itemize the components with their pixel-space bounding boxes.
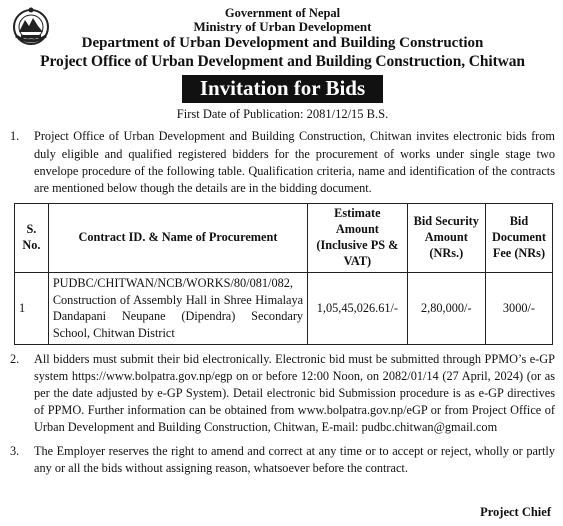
paragraph-3 [10, 443, 555, 477]
cell-estimate: 1,05,45,026.61/- [308, 273, 408, 344]
cell-contract: PUDBC/CHITWAN/NCB/WORKS/80/081/082, Construction of Assembly Hall in Shree Himalaya Dandapani Neupane (Dipendra) Secondary School, Chitwan District [48, 273, 307, 344]
header-security: Bid Security Amount (NRs.) [407, 204, 485, 273]
government-heading: Government of Nepal [224, 6, 341, 20]
paragraph-2 [10, 351, 555, 437]
paragraph-text: Project Office of Urban Development and Building Construction, Chitwan invites electronic bids from duly eligible and qualified registered bidders for the procurement of works under single stage two envelope procedure of the following table. Qualification criteria, name and identification of the contracts are mentioned below though the details are in the bidding document. [34, 129, 555, 195]
title-wrapper [10, 75, 555, 103]
cell-sn: 1 [15, 273, 49, 344]
paragraph-number: 1. [10, 129, 20, 144]
paragraph-number: 2. [10, 351, 20, 366]
department-heading: Department of Urban Development and Building Construction [81, 35, 484, 52]
cell-security: 2,80,000/- [407, 273, 485, 344]
nepal-emblem-icon [11, 6, 51, 46]
paragraph-text: The Employer reserves the right to amend and correct at any time or to accept or reject, wholly or partly any or all the bids without assigning reason, whatsoever before the contract. [34, 443, 555, 475]
office-heading: Project Office of Urban Development and Building Construction, Chitwan [40, 52, 525, 70]
signature: Project Chief [480, 505, 551, 519]
cell-fee: 3000/- [485, 273, 552, 344]
table-row [15, 273, 553, 344]
header-estimate: Estimate Amount (Inclusive PS & VAT) [308, 204, 408, 273]
notice-title: Invitation for Bids [182, 75, 383, 103]
publication-date: First Date of Publication: 2081/12/15 B.S. [176, 107, 389, 122]
ministry-heading: Ministry of Urban Development [193, 19, 372, 35]
header-contract: Contract ID. & Name of Procurement [48, 204, 307, 273]
paragraph-1 [10, 128, 555, 197]
header-fee: Bid Document Fee (NRs) [485, 204, 552, 273]
paragraph-number: 3. [10, 443, 20, 458]
header-sn: S. No. [15, 204, 49, 273]
paragraph-text: All bidders must submit their bid electronically. Electronic bid must be submitted through PPMO’s e-GP system https://www.bolpatra.gov.np/egp on or before 12:00 Noon, on 2082/01/14 (27 April, 2024) (or as per the date adjusted by e-GP System). Detail electronic bid Submission procedure is as e-GP directives of PPMO. Further information can be obtained from www.bolpatra.gov.np/eGP or from Project Office of Urban Development and Building Construction, Chitwan, E-mail: pudbc.chitwan@gmail.com [34, 351, 555, 435]
table-header-row [15, 204, 553, 273]
bids-table [14, 203, 553, 344]
